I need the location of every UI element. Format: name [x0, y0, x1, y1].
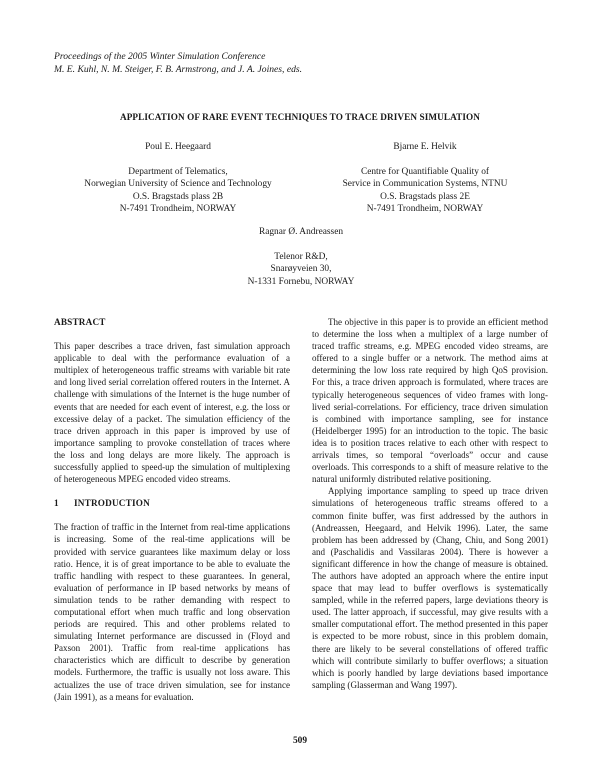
author-affiliation: Department of Telematics, Norwegian University of Science and Technology O.S. Bragstads plass 2B N-7491 Trondheim, NORWAY: [84, 166, 272, 215]
body-paragraph-objective: The objective in this paper is to provide an efficient method to determine the loss when a multiplex of a large number of traced traffic streams, e.g. MPEG encoded video streams, are offered to a single buffer or a network. The method aims at determining the low loss rate required by high QoS provision. For this, a trace driven approach is formulated, where traces are typically heterogeneous sequences of video frames with long-lived serial-correlations. For efficiency, trace driven simulation is combined with importance sampling, see for instance (Heidelberger 1995) for an introduction to the topic. The basic idea is to position traces relative to each other with respect to arrivals times, so temporal “overloads” occur and cause overloads. This corresponds to a shift of measure relative to the natural uniformly distributed relative positioning.: [312, 317, 548, 485]
abstract-text: This paper describes a trace driven, fast simulation approach applicable to deal with the performance evaluation of a multiplex of heterogeneous traffic streams with variable bit rate and long lived serial correlation offered routers in the Internet. A challenge with simulations of the Internet is the huge number of events that are needed for each event of interest, e.g. the loss or excessive delay of a packet. The simulation efficiency of the trace driven approach in this paper is improved by use of importance sampling to provoke constellation of traces where the loss and long delays are more likely. The approach is successfully applied to speed-up the simulation of multiplexing of heterogeneous MPEG encoded video streams.: [54, 341, 290, 485]
page-number: 509: [292, 736, 308, 746]
section-title: INTRODUCTION: [74, 498, 150, 509]
author-name: Ragnar Ø. Andreassen: [258, 227, 344, 237]
introduction-paragraph: The fraction of traffic in the Internet from real-time applications is increasing. Some of the real-time applications will be provided with service guarantees like maximum delay or loss ratio. Hence, it is of great importance to be able to evaluate the traffic handling with respect to these guarantees. In general, evaluation of performance in IP based networks by means of simulation tends to be rather demanding with respect to computational effort when much traffic and long observation periods are required. This and other problems related to simulating Internet performance are discussed in (Floyd and Paxson 2001). Traffic from real-time applications has characteristics which are difficult to describe by generation models. Furthermore, the traffic is usually not loss aware. This actualizes the use of trace driven simulation, see for instance (Jain 1991), as a means for evaluation.: [54, 522, 290, 702]
proceedings-line-1: Proceedings of the 2005 Winter Simulation Conference: [54, 51, 266, 62]
left-column: [54, 316, 290, 703]
abstract-heading: ABSTRACT: [54, 317, 106, 327]
author-affiliation: Telenor R&D, Snarøyveien 30, N-1331 Fornebu, NORWAY: [247, 251, 355, 287]
paper-title: APPLICATION OF RARE EVENT TECHNIQUES TO TRACE DRIVEN SIMULATION: [119, 112, 481, 122]
body-paragraph-importance-sampling: Applying importance sampling to speed up trace driven simulations of heterogeneous traffic streams offered to a common finite buffer, was first addressed by the authors in (Andreassen, Heegaard, and Helvik 1996). Later, the same problem has been addressed by (Chang, Chiu, and Song 2001) and (Paschalidis and Vassilaras 2004). There is however a significant difference in how the change of measure is obtained. The authors have adopted an approach where the entire input space that may lead to buffer overflows is systematically sampled, while in the referred papers, large deviations theory is used. The latter approach, if successful, may give results with a smaller computational effort. The method presented in this paper is expected to be more robust, since in this problem domain, there are likely to be several constellations of offered traffic which will contribute similarly to buffer overflows; a situation which is poorly handled by large deviations based importance sampling (Glasserman and Wang 1997).: [312, 486, 548, 690]
proceedings-line-2: M. E. Kuhl, N. M. Steiger, F. B. Armstrong, and J. A. Joines, eds.: [54, 64, 303, 75]
proceedings-header: [54, 50, 554, 76]
author-affiliation: Centre for Quantifiable Quality of Service in Communication Systems, NTNU O.S. Bragstads plass 2E N-7491 Trondheim, NORWAY: [342, 166, 508, 215]
author-block-heegaard: [56, 141, 300, 216]
section-number: 1: [54, 498, 59, 509]
author-block-andreassen: [176, 226, 426, 288]
author-block-helvik: [300, 141, 550, 216]
right-column: [312, 316, 548, 691]
author-name: Bjarne E. Helvik: [393, 142, 457, 152]
section-heading-introduction: [54, 497, 290, 509]
author-name: Poul E. Heegaard: [145, 142, 211, 152]
